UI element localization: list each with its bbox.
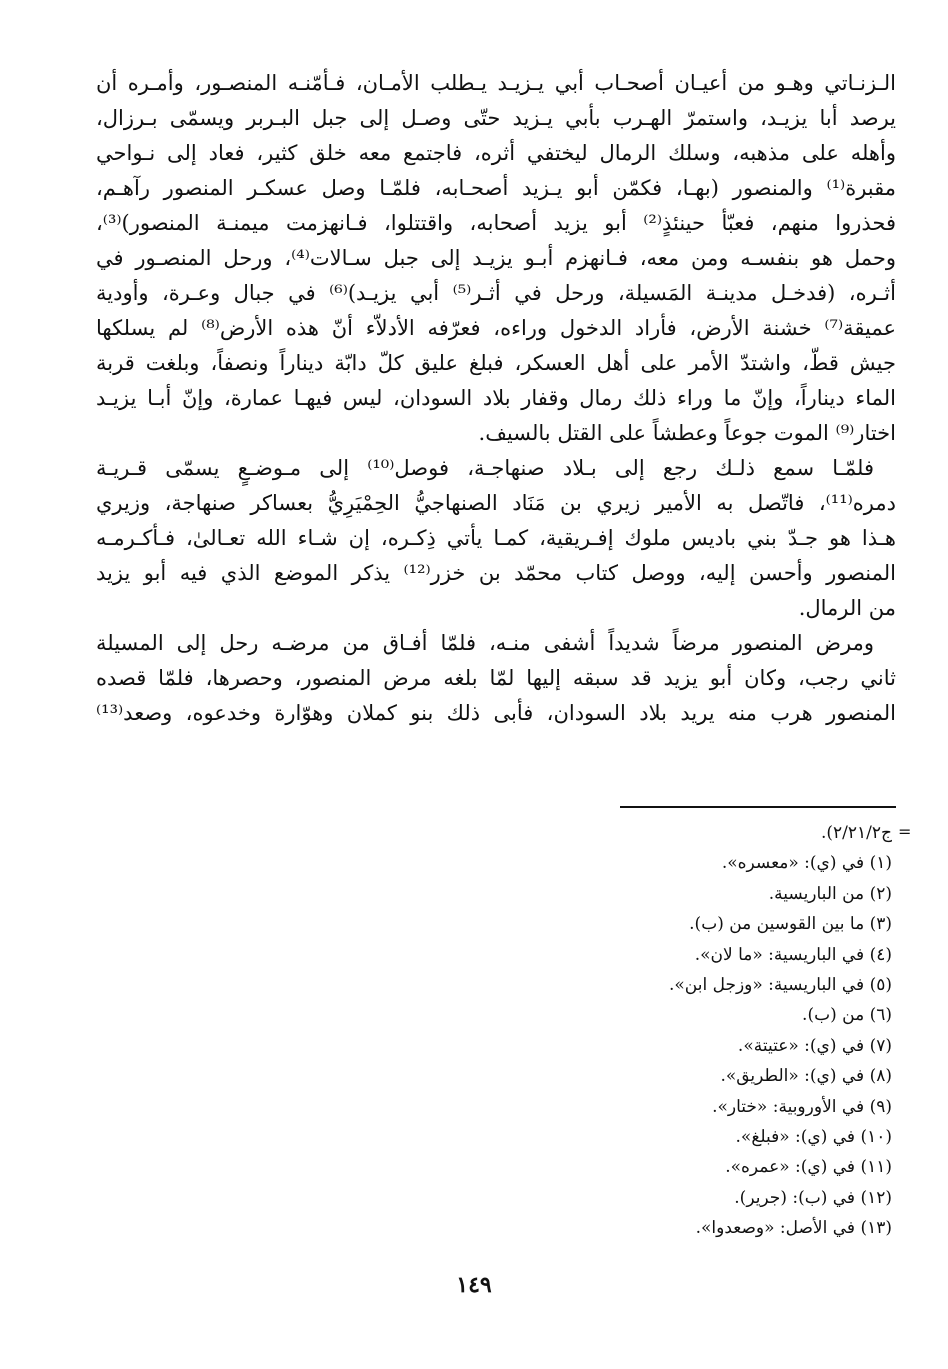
text-line: المنصور هرب منه يريد بلاد السودان، فأبى ذلك بنو كملان وهوّارة وخدعوه، وصعد⁽¹³⁾ xyxy=(96,701,896,725)
text-line: جيش قطّ، واشتدّ الأمر على أهل العسكر، فبلغ عليق كلّ دابّة ديناراً ونصفاً، وبلغت قربة xyxy=(96,351,896,375)
footnote: (٣) ما بين القوسين من (ب). xyxy=(689,914,892,935)
text-line: ومرض المنصور مرضاً شديداً أشفى منـه، فلمّا أفـاق من مرضـه رحل إلى المسيلة xyxy=(96,631,874,655)
text-line: وأهله على مذهبه، وسلك الرمال ليختفي أثره، فاجتمع معه خلق كثير، فعاد إلى نـواحي xyxy=(96,141,896,165)
footnote: (١١) في (ي): «عمره». xyxy=(725,1157,892,1178)
text-line: مقبرة⁽¹⁾ والمنصور (بهـا، فكمّن أبو يـزيد أصحـابه، فلمّـا وصل عسكـر المنصور رآهـم، xyxy=(96,176,896,200)
footnotes xyxy=(380,818,892,1243)
text-line: وحمل هو بنفسـه ومن معه، فـانهزم أبـو يزيـد إلى جبل سـالات⁽⁴⁾، ورحل المنصـور في xyxy=(96,246,896,270)
text-line: فحذروا منهم، فعبّأ حينئذٍ⁽²⁾ أبو يزيد أصحابه، واقتتلوا، فـانهزمت ميمنـة المنصور)⁽³⁾، xyxy=(96,211,896,235)
footnote: (٤) في الباريسية: «ما لان». xyxy=(694,944,892,965)
text-line: يرصد أبا يزيـد، واستمرّ الهـرب بأبي يـزيد حتّى وصـل إلى جبل البـربر ويسمّى بـرزال، xyxy=(96,106,896,130)
text-line: عميقة⁽⁷⁾ خشنة الأرض، فأراد الدخول وراءه، فعرّفه الأدلاّء أنّ هذه الأرض⁽⁸⁾ لم يسلكها xyxy=(96,316,896,340)
footnote: (١) في (ي): «معسره». xyxy=(721,853,892,874)
footnote: (١٠) في (ي): «فبلغ». xyxy=(735,1126,892,1147)
text-line: أثـره، (فدخـل مدينـة المَسيلة، ورحل في أثـر⁽⁵⁾ أبي يزيـد)⁽⁶⁾ في جبال وعـرة، وأودية xyxy=(96,281,896,305)
footnote: (٩) في الأوروبية: «ختار». xyxy=(712,1096,892,1117)
footnote: (٦) من (ب). xyxy=(802,1005,892,1026)
text-line: اختار⁽⁹⁾ الموت جوعاً وعطشاً على القتل بالسيف. xyxy=(478,421,896,445)
footnote: (١٣) في الأصل: «وصعدوا». xyxy=(695,1218,892,1239)
text-line: دمره⁽¹¹⁾، فاتّصل به الأمير زيري بن مَنَاد الصنهاجيُّ الحِمْيَرِيُّ بعساكر صنهاجة، وزيري xyxy=(96,491,896,515)
text-line: من الرمال. xyxy=(798,596,896,620)
footnote: (٥) في الباريسية: «وزجل ابن». xyxy=(668,974,892,995)
footnote: ج٢/٢١/٢). xyxy=(820,823,892,843)
text-line: الـزنـاتي وهـو من أعيـان أصحـاب أبي يـزيـد يـطلب الأمـان، فـأمّنـه المنصـور، وأمـره أن xyxy=(96,71,896,95)
text-line: المنصور وأحسن إليه، ووصل كتاب محمّد بن خزر⁽¹²⁾ يذكر الموضع الذي فيه أبو يزيد xyxy=(96,561,896,585)
footnote-separator xyxy=(620,806,896,808)
footnote: (٨) في (ي): «الطريق». xyxy=(720,1066,892,1087)
text-line: هـذا هو جـدّ بني باديس ملوك إفـريقية، كمـا يأتي ذِكـره، إن شـاء الله تعـالىٰ، فـأكـرمـه xyxy=(96,526,896,550)
main-text xyxy=(96,66,896,731)
text-line: ثاني رجب، وكان أبو يزيد قد سبقه إليها لمّا بلغه مرض المنصور، وحصرها، فلمّا قصده xyxy=(96,666,896,690)
text-line: فلمّـا سمع ذلـك رجع إلى بـلاد صنهاجـة، فوصل⁽¹⁰⁾ إلى مـوضـعٍ يسمّى قـريـة xyxy=(96,456,874,480)
page-number: ١٤٩ xyxy=(456,1272,492,1298)
text-line: الماء ديناراً، وإنّ ما وراء ذلك رمال وقفار بلاد السودان، ليس فيهـا عمارة، وإنّ أبـا يزيـد xyxy=(96,386,896,410)
footnote: (٧) في (ي): «عتيتة». xyxy=(737,1035,892,1056)
footnote: (١٢) في (ب): (جرير). xyxy=(734,1187,892,1208)
footnote: (٢) من الباريسية. xyxy=(768,883,892,904)
footnote-continuation-mark: = xyxy=(898,822,912,841)
